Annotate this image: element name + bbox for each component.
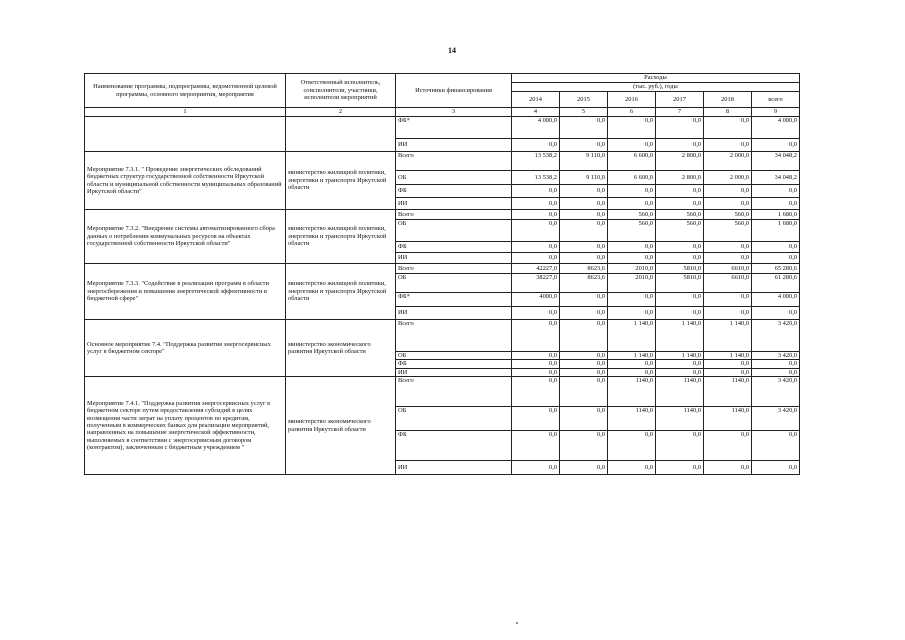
value-cell: 0,0 bbox=[752, 185, 800, 198]
value-cell: 0,0 bbox=[656, 360, 704, 368]
header-expenses: Расходы bbox=[512, 74, 800, 83]
value-cell: 1 140,0 bbox=[656, 320, 704, 352]
value-cell: 0,0 bbox=[656, 242, 704, 253]
source-cell: Всего bbox=[396, 152, 512, 171]
value-cell: 2010,0 bbox=[608, 274, 656, 293]
source-cell: Всего bbox=[396, 320, 512, 352]
value-cell: 3 420,0 bbox=[752, 377, 800, 407]
source-cell: Всего bbox=[396, 377, 512, 407]
value-cell: 1 140,0 bbox=[608, 320, 656, 352]
header-name-column: Наименование программы, подпрограммы, ведомственной целевой программы, основного мероприятия, мероприятия bbox=[85, 74, 286, 108]
value-cell: 42227,0 bbox=[512, 264, 560, 274]
source-cell: ОБ bbox=[396, 274, 512, 293]
source-cell: ОБ bbox=[396, 220, 512, 242]
value-cell: 5810,0 bbox=[656, 274, 704, 293]
source-cell: ИИ bbox=[396, 198, 512, 210]
value-cell: 0,0 bbox=[656, 293, 704, 307]
value-cell: 0,0 bbox=[608, 253, 656, 264]
source-cell: ОБ bbox=[396, 352, 512, 360]
value-cell: 0,0 bbox=[560, 431, 608, 461]
value-cell: 0,0 bbox=[512, 242, 560, 253]
table-row bbox=[85, 210, 800, 220]
value-cell: 0,0 bbox=[704, 461, 752, 475]
value-cell: 560,0 bbox=[656, 220, 704, 242]
executor-cell-empty bbox=[286, 117, 396, 152]
value-cell: 0,0 bbox=[608, 368, 656, 376]
column-number: 7 bbox=[656, 108, 704, 117]
value-cell: 0,0 bbox=[752, 368, 800, 376]
value-cell: 0,0 bbox=[704, 198, 752, 210]
header-year: 2015 bbox=[560, 92, 608, 108]
value-cell: 0,0 bbox=[752, 253, 800, 264]
value-cell: 0,0 bbox=[560, 198, 608, 210]
value-cell: 0,0 bbox=[608, 198, 656, 210]
value-cell: 0,0 bbox=[512, 431, 560, 461]
column-number: 1 bbox=[85, 108, 286, 117]
source-cell: ФБ bbox=[396, 185, 512, 198]
value-cell: 0,0 bbox=[560, 352, 608, 360]
value-cell: 0,0 bbox=[512, 360, 560, 368]
value-cell: 0,0 bbox=[752, 139, 800, 152]
table-row bbox=[85, 264, 800, 274]
value-cell: 1140,0 bbox=[608, 407, 656, 431]
value-cell: 0,0 bbox=[656, 253, 704, 264]
value-cell: 560,0 bbox=[704, 220, 752, 242]
scan-speck bbox=[516, 622, 518, 624]
value-cell: 2 800,0 bbox=[656, 152, 704, 171]
column-number: 8 bbox=[704, 108, 752, 117]
value-cell: 6610,0 bbox=[704, 264, 752, 274]
source-cell: ФБ bbox=[396, 242, 512, 253]
column-number: 9 bbox=[752, 108, 800, 117]
value-cell: 560,0 bbox=[608, 210, 656, 220]
value-cell: 0,0 bbox=[704, 185, 752, 198]
value-cell: 13 538,2 bbox=[512, 171, 560, 185]
value-cell: 3 420,0 bbox=[752, 352, 800, 360]
executor-name: министерство жилищной политики, энергетики и транспорта Иркутской области bbox=[286, 264, 396, 320]
value-cell: 2 000,0 bbox=[704, 152, 752, 171]
value-cell: 4 000,0 bbox=[752, 117, 800, 139]
value-cell: 0,0 bbox=[560, 220, 608, 242]
value-cell: 0,0 bbox=[560, 360, 608, 368]
value-cell: 0,0 bbox=[752, 431, 800, 461]
executor-name: министерство экономического развития Иркутской области bbox=[286, 377, 396, 475]
value-cell: 0,0 bbox=[608, 139, 656, 152]
source-cell: ИИ bbox=[396, 139, 512, 152]
value-cell: 1140,0 bbox=[656, 377, 704, 407]
value-cell: 1 680,0 bbox=[752, 220, 800, 242]
value-cell: 0,0 bbox=[512, 377, 560, 407]
executor-name: министерство экономического развития Иркутской области bbox=[286, 320, 396, 377]
funding-table bbox=[84, 73, 800, 475]
value-cell: 0,0 bbox=[560, 461, 608, 475]
value-cell: 1140,0 bbox=[656, 407, 704, 431]
value-cell: 6610,0 bbox=[704, 274, 752, 293]
value-cell: 0,0 bbox=[752, 461, 800, 475]
value-cell: 0,0 bbox=[656, 185, 704, 198]
executor-name: министерство жилищной политики, энергетики и транспорта Иркутской области bbox=[286, 210, 396, 264]
value-cell: 0,0 bbox=[656, 117, 704, 139]
value-cell: 0,0 bbox=[560, 139, 608, 152]
source-cell: ФБ* bbox=[396, 293, 512, 307]
value-cell: 4 000,0 bbox=[752, 293, 800, 307]
value-cell: 0,0 bbox=[656, 307, 704, 320]
source-cell: ИИ bbox=[396, 307, 512, 320]
page-number: 14 bbox=[448, 46, 456, 55]
column-number: 3 bbox=[396, 108, 512, 117]
value-cell: 0,0 bbox=[608, 293, 656, 307]
column-number: 2 bbox=[286, 108, 396, 117]
header-units: (тыс. руб.), годы bbox=[512, 83, 800, 92]
value-cell: 0,0 bbox=[752, 360, 800, 368]
value-cell: 4000,0 bbox=[512, 293, 560, 307]
value-cell: 0,0 bbox=[752, 198, 800, 210]
value-cell: 0,0 bbox=[512, 139, 560, 152]
value-cell: 1140,0 bbox=[608, 377, 656, 407]
value-cell: 34 048,2 bbox=[752, 171, 800, 185]
activity-name: Мероприятие 7.4.1. "Поддержка развития энергосервисных услуг в бюджетном секторе путем предоставления субсидий в целях возмещения части затрат на уплату процентов по кредитам, полученным в коммерческих банках для реализации мероприятий, направленных на повышение энергетической эффективности, выполняемых в соответствии с энергосервисным договором (контрактом), заключенным с бюджетным учреждением " bbox=[85, 377, 286, 475]
value-cell: 0,0 bbox=[704, 293, 752, 307]
value-cell: 560,0 bbox=[704, 210, 752, 220]
column-number: 5 bbox=[560, 108, 608, 117]
value-cell: 0,0 bbox=[704, 253, 752, 264]
value-cell: 2 000,0 bbox=[704, 171, 752, 185]
value-cell: 0,0 bbox=[608, 431, 656, 461]
value-cell: 0,0 bbox=[560, 253, 608, 264]
value-cell: 61 280,6 bbox=[752, 274, 800, 293]
value-cell: 9 110,0 bbox=[560, 171, 608, 185]
value-cell: 0,0 bbox=[656, 368, 704, 376]
source-cell: ФБ* bbox=[396, 117, 512, 139]
header-source-column: Источники финансирования bbox=[396, 74, 512, 108]
value-cell: 0,0 bbox=[560, 368, 608, 376]
header-executor-column: Ответственный исполнитель, соисполнители, участники, исполнители мероприятий bbox=[286, 74, 396, 108]
value-cell: 560,0 bbox=[608, 220, 656, 242]
value-cell: 0,0 bbox=[560, 242, 608, 253]
value-cell: 1 680,0 bbox=[752, 210, 800, 220]
value-cell: 0,0 bbox=[608, 242, 656, 253]
value-cell: 8623,6 bbox=[560, 264, 608, 274]
value-cell: 0,0 bbox=[656, 198, 704, 210]
value-cell: 0,0 bbox=[512, 210, 560, 220]
source-cell: Всего bbox=[396, 264, 512, 274]
source-cell: Всего bbox=[396, 210, 512, 220]
table-row bbox=[85, 320, 800, 352]
value-cell: 0,0 bbox=[704, 368, 752, 376]
header-year: 2018 bbox=[704, 92, 752, 108]
value-cell: 0,0 bbox=[560, 293, 608, 307]
value-cell: 65 280,6 bbox=[752, 264, 800, 274]
value-cell: 2 800,0 bbox=[656, 171, 704, 185]
value-cell: 1 140,0 bbox=[656, 352, 704, 360]
value-cell: 0,0 bbox=[512, 253, 560, 264]
value-cell: 0,0 bbox=[752, 242, 800, 253]
activity-name: Основное мероприятие 7.4. "Поддержка развития энергосервисных услуг в бюджетном секторе" bbox=[85, 320, 286, 377]
value-cell: 1140,0 bbox=[704, 407, 752, 431]
value-cell: 0,0 bbox=[560, 210, 608, 220]
column-number: 6 bbox=[608, 108, 656, 117]
table-row bbox=[85, 377, 800, 407]
value-cell: 6 600,0 bbox=[608, 171, 656, 185]
value-cell: 1 140,0 bbox=[704, 320, 752, 352]
value-cell: 0,0 bbox=[560, 117, 608, 139]
value-cell: 0,0 bbox=[656, 461, 704, 475]
column-number: 4 bbox=[512, 108, 560, 117]
source-cell: ИИ bbox=[396, 461, 512, 475]
table-row bbox=[85, 117, 800, 139]
value-cell: 38227,0 bbox=[512, 274, 560, 293]
activity-name: Мероприятие 7.3.3. "Содействие в реализации программ в области энергосбережения и повышения энергетической эффективности в бюджетной сфере" bbox=[85, 264, 286, 320]
value-cell: 560,0 bbox=[656, 210, 704, 220]
value-cell: 34 048,2 bbox=[752, 152, 800, 171]
header-year: 2016 bbox=[608, 92, 656, 108]
header-year: 2014 bbox=[512, 92, 560, 108]
value-cell: 2010,0 bbox=[608, 264, 656, 274]
value-cell: 1140,0 bbox=[704, 377, 752, 407]
value-cell: 0,0 bbox=[704, 242, 752, 253]
value-cell: 0,0 bbox=[560, 185, 608, 198]
value-cell: 0,0 bbox=[512, 220, 560, 242]
source-cell: ОБ bbox=[396, 407, 512, 431]
value-cell: 0,0 bbox=[704, 431, 752, 461]
value-cell: 5810,0 bbox=[656, 264, 704, 274]
value-cell: 0,0 bbox=[704, 117, 752, 139]
value-cell: 0,0 bbox=[512, 307, 560, 320]
value-cell: 3 420,0 bbox=[752, 407, 800, 431]
value-cell: 0,0 bbox=[608, 461, 656, 475]
header-total: всего bbox=[752, 92, 800, 108]
value-cell: 0,0 bbox=[512, 407, 560, 431]
value-cell: 0,0 bbox=[608, 360, 656, 368]
value-cell: 0,0 bbox=[608, 307, 656, 320]
header-year: 2017 bbox=[656, 92, 704, 108]
value-cell: 0,0 bbox=[608, 185, 656, 198]
value-cell: 0,0 bbox=[704, 139, 752, 152]
value-cell: 0,0 bbox=[560, 407, 608, 431]
value-cell: 0,0 bbox=[512, 320, 560, 352]
value-cell: 0,0 bbox=[608, 117, 656, 139]
value-cell: 8623,6 bbox=[560, 274, 608, 293]
value-cell: 0,0 bbox=[560, 377, 608, 407]
value-cell: 0,0 bbox=[560, 320, 608, 352]
value-cell: 9 110,0 bbox=[560, 152, 608, 171]
source-cell: ФБ bbox=[396, 431, 512, 461]
executor-name: министерство жилищной политики, энергетики и транспорта Иркутской области bbox=[286, 152, 396, 210]
source-cell: ИИ bbox=[396, 368, 512, 376]
value-cell: 0,0 bbox=[512, 198, 560, 210]
value-cell: 1 140,0 bbox=[704, 352, 752, 360]
name-cell-empty bbox=[85, 117, 286, 152]
source-cell: ФБ bbox=[396, 360, 512, 368]
activity-name: Мероприятие 7.3.1. " Проведение энергетических обследований бюджетных структур государственной собственности Иркутской области и муниципальной собственности муниципальных образований Иркутской области" bbox=[85, 152, 286, 210]
value-cell: 6 600,0 bbox=[608, 152, 656, 171]
value-cell: 0,0 bbox=[512, 461, 560, 475]
source-cell: ИИ bbox=[396, 253, 512, 264]
value-cell: 4 000,0 bbox=[512, 117, 560, 139]
value-cell: 3 420,0 bbox=[752, 320, 800, 352]
value-cell: 0,0 bbox=[512, 368, 560, 376]
value-cell: 0,0 bbox=[560, 307, 608, 320]
table-row bbox=[85, 152, 800, 171]
value-cell: 13 538,2 bbox=[512, 152, 560, 171]
value-cell: 0,0 bbox=[656, 431, 704, 461]
value-cell: 0,0 bbox=[704, 360, 752, 368]
activity-name: Мероприятие 7.3.2. "Внедрение системы автоматизированного сбора данных о потреблении коммунальных ресурсов на объектах государственной собственности Иркутской области" bbox=[85, 210, 286, 264]
source-cell: ОБ bbox=[396, 171, 512, 185]
value-cell: 1 140,0 bbox=[608, 352, 656, 360]
value-cell: 0,0 bbox=[656, 139, 704, 152]
column-numbers-row bbox=[85, 108, 800, 117]
value-cell: 0,0 bbox=[512, 185, 560, 198]
value-cell: 0,0 bbox=[512, 352, 560, 360]
value-cell: 0,0 bbox=[752, 307, 800, 320]
value-cell: 0,0 bbox=[704, 307, 752, 320]
